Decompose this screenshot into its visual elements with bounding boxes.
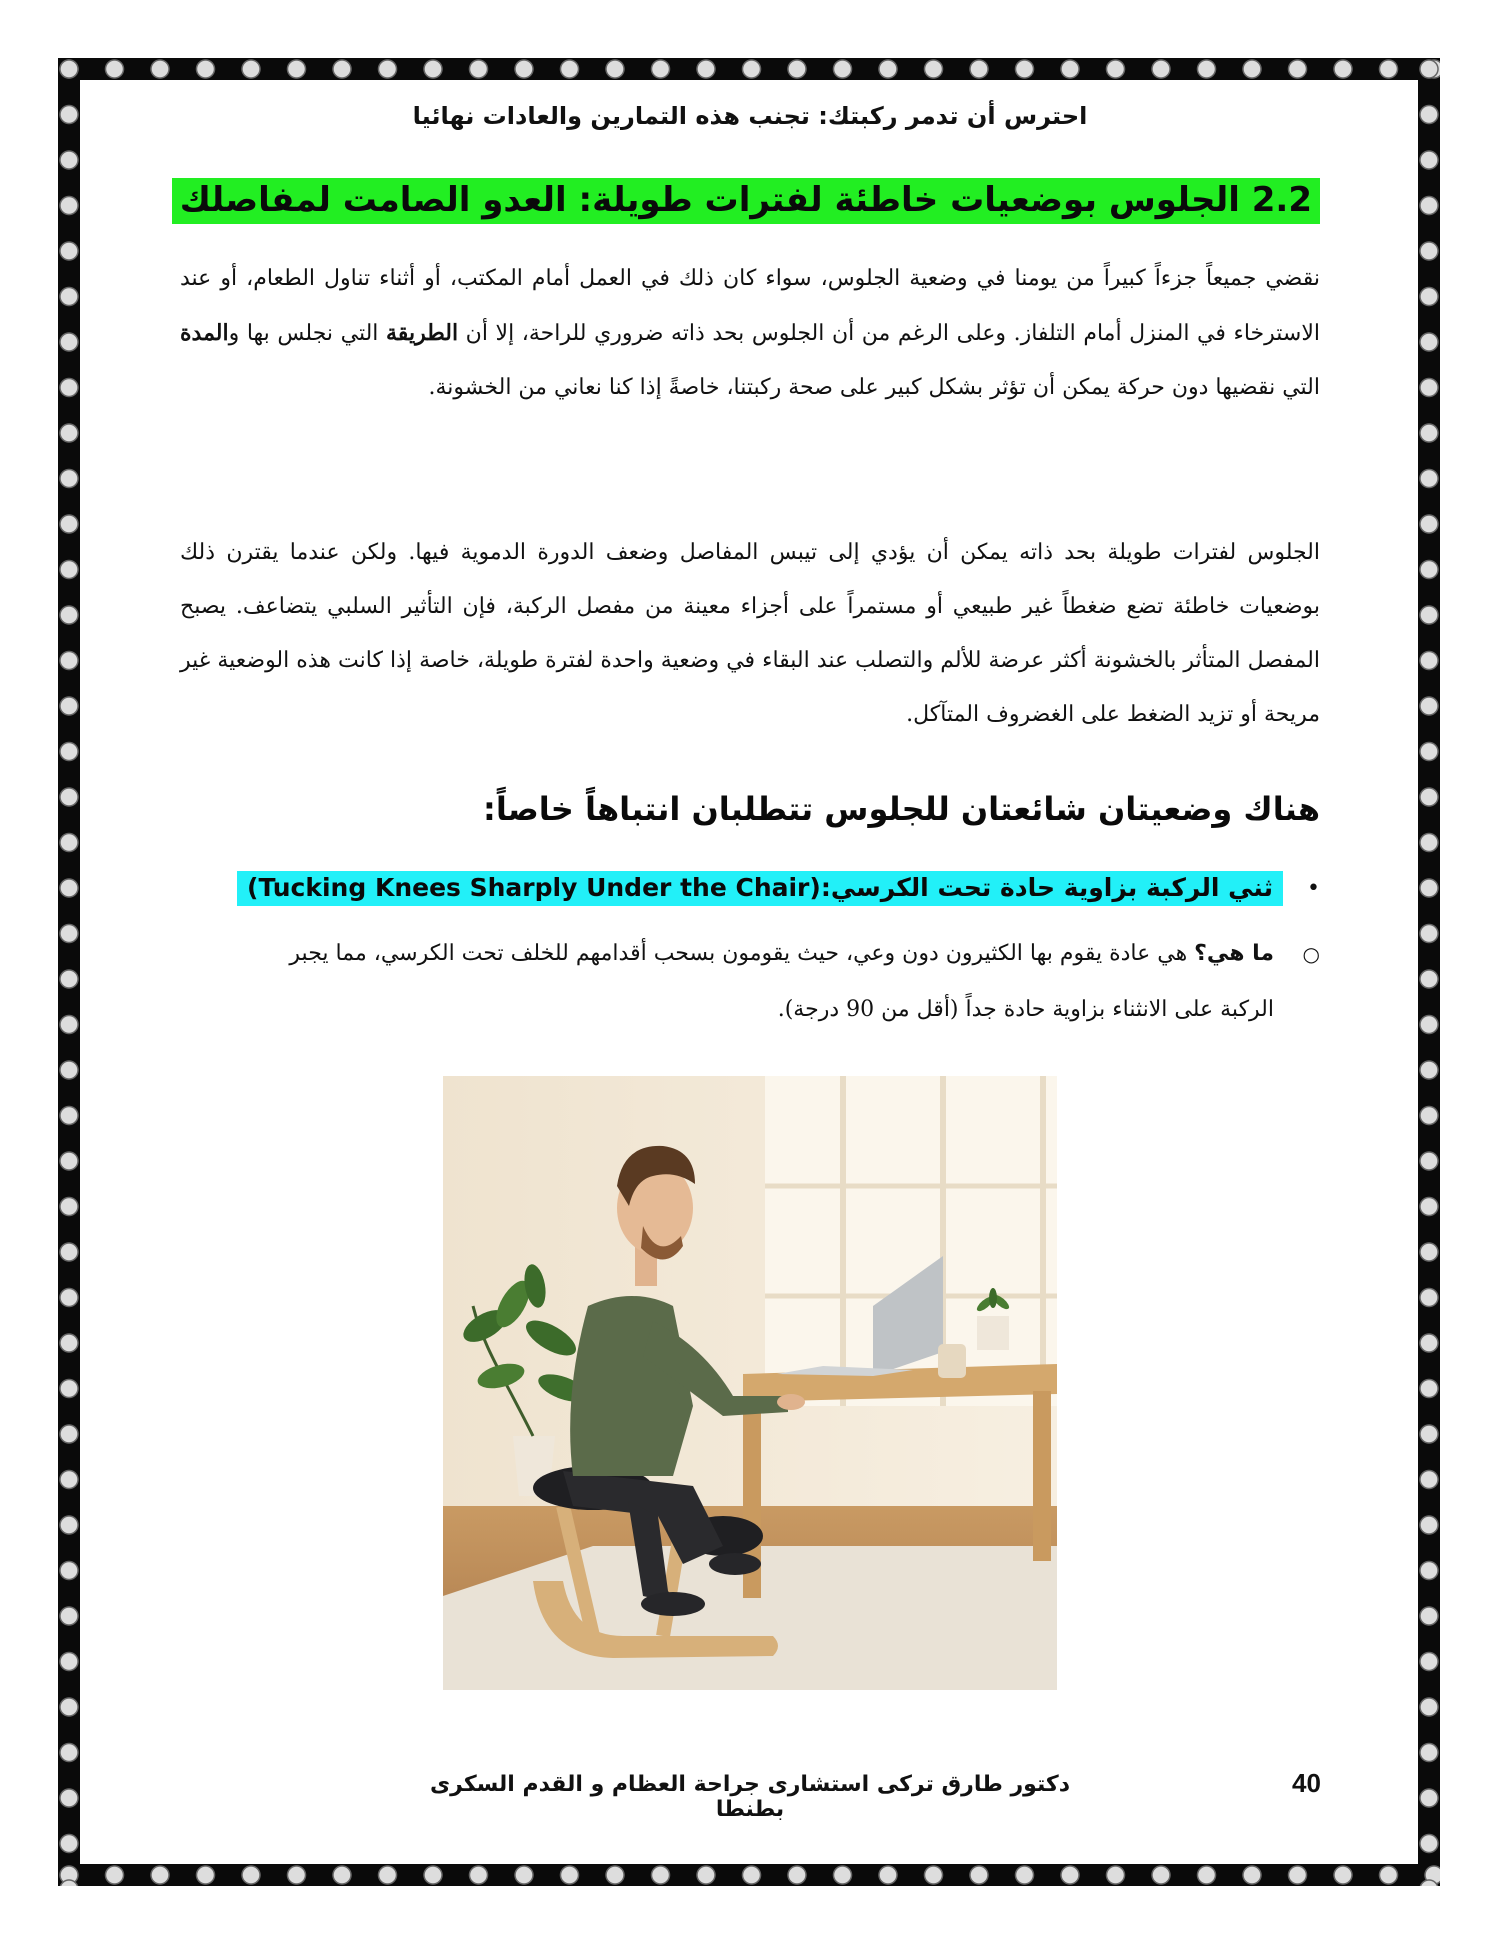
paragraph-1-text-c: التي نقضيها دون حركة يمكن أن تؤثر بشكل كبير على صحة ركبتنا، خاصةً إذا كنا نعاني من الخشونة. [428, 375, 1320, 400]
paragraph-1 [180, 252, 1320, 415]
paragraph-1-bold-method: الطريقة [386, 320, 459, 346]
paragraph-2: الجلوس لفترات طويلة بحد ذاته يمكن أن يؤدي إلى تيبس المفاصل وضعف الدورة الدموية فيها. ولكن عندما يقترن ذلك بوضعيات خاطئة تضع ضغطاً غير طبيعي أو مستمراً على أجزاء معينة من مفصل الركبة، فإن التأثير السلبي يتضاعف. يصبح المفصل المتأثر بالخشونة أكثر عرضة للألم والتصلب عند البقاء في وضعية واحدة لفترة طويلة، خاصة إذا كانت هذه الوضعية غير مريحة أو تزيد الضغط على الغضروف المتآكل. [180, 540, 1320, 727]
border-dots-top [58, 58, 1440, 80]
running-header: احترس أن تدمر ركبتك: تجنب هذه التمارين والعادات نهائيا [412, 102, 1088, 130]
paragraph-1-bold-duration: المدة [180, 320, 229, 346]
sub-bullet-label: ما هي؟ [1194, 941, 1274, 966]
paragraph-1-text-b: التي نجلس بها و [228, 321, 387, 346]
sub-bullet-item [250, 926, 1320, 1038]
bullet-item [237, 868, 1320, 908]
border-dots-left [58, 58, 80, 1886]
sub-bullet-text: هي عادة يقوم بها الكثيرون دون وعي، حيث يقومون بسحب أقدامهم للخلف تحت الكرسي، مما يجبر الركبة على الانثناء بزاوية حادة جداً (أقل من 90 درجة). [289, 941, 1274, 1022]
paragraph-1-text-a: نقضي جميعاً جزءاً كبيراً من يومنا في وضعية الجلوس، سواء كان ذلك في العمل أمام المكتب، أو أثناء تناول الطعام، أو عند الاسترخاء في المنزل أمام التلفاز. وعلى الرغم من أن الجلوس بحد ذاته ضروري للراحة، إلا أن [180, 266, 1321, 346]
border-dots-right [1418, 58, 1440, 1886]
subheading: هناك وضعيتان شائعتان للجلوس تتطلبان انتباهاً خاصاً: [483, 790, 1320, 828]
kneeling-chair-photo [443, 1076, 1057, 1690]
page-number: 40 [1292, 1768, 1321, 1798]
section-title: 2.2 الجلوس بوضعيات خاطئة لفترات طويلة: العدو الصامت لمفاصلك [172, 178, 1320, 224]
bullet-label: ثني الركبة بزاوية حادة تحت الكرسي:(Tucking Knees Sharply Under the Chair) [237, 871, 1283, 906]
bullet-dot-icon: • [1307, 875, 1320, 901]
mug [938, 1344, 966, 1378]
footer-author: دكتور طارق تركى استشارى جراحة العظام و القدم السكرى بطنطا [429, 1772, 1071, 1822]
sub-bullet-text-wrap [250, 926, 1274, 1038]
circle-bullet-icon: ○ [1302, 942, 1320, 966]
